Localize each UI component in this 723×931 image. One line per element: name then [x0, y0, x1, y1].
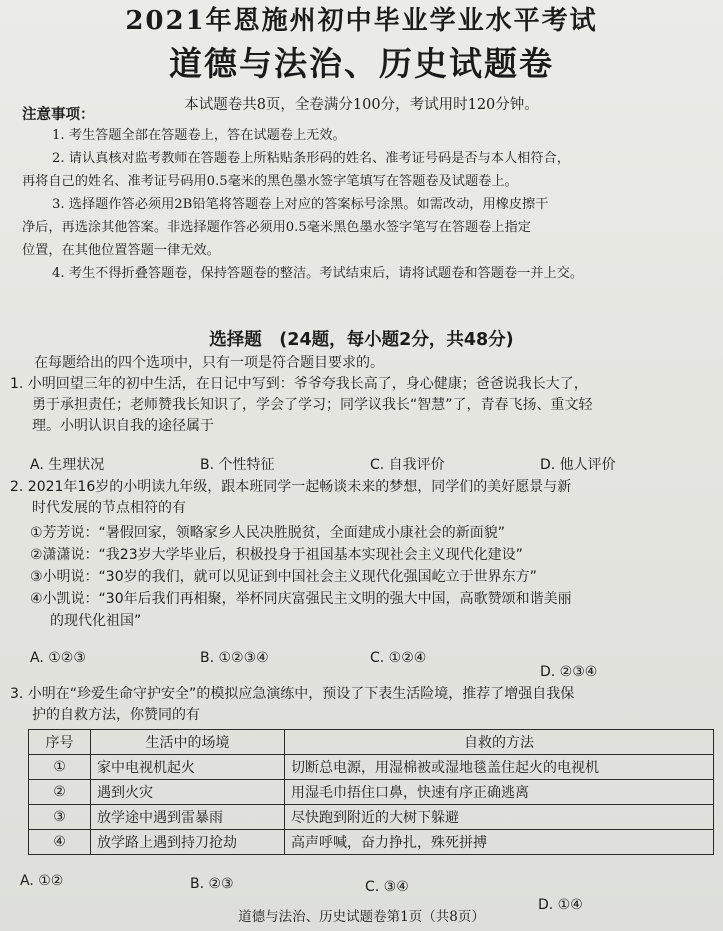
option-c[interactable]: C. 自我评价 [370, 457, 445, 473]
notice-line: 3. 选择题作答必须用2B铅笔将答题卷上对应的答案标号涂黑。如需改动，用橡皮擦干 [52, 197, 549, 212]
section-title: 选择题 (24题，每小题2分，共48分) [209, 330, 514, 350]
notice-line: 位置，在其他位置答题一律无效。 [22, 243, 220, 258]
question-2-options [30, 650, 710, 680]
notice-line: 4. 考生不得折叠答题卷，保持答题卷的整洁。考试结束后，请将试题卷和答题卷一并上交。 [52, 266, 584, 281]
option-c[interactable]: C. ①②④ [370, 650, 427, 666]
option-a[interactable]: A. 生理状况 [30, 457, 105, 473]
option-c[interactable]: C. ③④ [365, 879, 409, 895]
table-cell: 放学路上遇到持刀抢劫 [91, 830, 285, 855]
question-text: 3. 小明在“珍爱生命守护安全”的模拟应急演练中，预设了下表生活险境，推荐了增强自我保 [10, 686, 575, 702]
table-cell: ③ [29, 805, 91, 830]
scenario-table [28, 729, 714, 855]
table-cell: 切断总电源，用湿棉被或湿地毯盖住起火的电视机 [285, 755, 714, 780]
question-3 [10, 684, 715, 726]
statement: ④小凯说：“30年后我们再相聚，举杯同庆富强民主文明的强大中国，高歌赞颂和谐美丽 [30, 591, 572, 607]
question-text: 2. 2021年16岁的小明读九年级，跟本班同学一起畅谈未来的梦想，同学们的美好愿景与新 [10, 479, 572, 495]
option-b[interactable]: B. 个性特征 [200, 457, 275, 473]
table-row [29, 805, 714, 830]
exam-subtitle: 本试题卷共8页，全卷满分100分，考试用时120分钟。 [184, 97, 539, 113]
table-cell: 家中电视机起火 [91, 755, 285, 780]
page-footer: 道德与法治、历史试题卷第1页（共8页） [238, 909, 485, 925]
question-3-options [20, 873, 710, 913]
question-1-options [30, 454, 710, 474]
question-2-statements [30, 522, 720, 632]
table-cell: 高声呼喊，奋力挣扎，殊死拼搏 [285, 830, 714, 855]
option-d[interactable]: D. ②③④ [540, 664, 598, 680]
table-cell: 放学途中遇到雷暴雨 [91, 805, 285, 830]
notice-line: 1. 考生答题全部在答题卷上，答在试题卷上无效。 [52, 128, 346, 143]
notice-line: 净后，再选涂其他答案。非选择题作答必须用0.5毫米黑色墨水签字笔写在答题卷上指定 [22, 220, 531, 235]
table-header: 序号 [29, 730, 91, 755]
exam-subject-title: 道德与法治、历史试题卷 [169, 44, 554, 83]
option-a[interactable]: A. ①② [20, 873, 64, 889]
statement: ③小明说：“30岁的我们，就可以见证到中国社会主义现代化强国屹立于世界东方” [30, 569, 537, 585]
table-cell: 尽快跑到附近的大树下躲避 [285, 805, 714, 830]
table-header-row [29, 730, 714, 755]
table-cell: 遇到火灾 [91, 780, 285, 805]
notice-heading: 注意事项： [22, 107, 95, 123]
statement: 的现代化祖国” [50, 613, 142, 629]
table-row [29, 755, 714, 780]
table-cell: 用湿毛巾捂住口鼻，快速有序正确逃离 [285, 780, 714, 805]
table-cell: ④ [29, 830, 91, 855]
statement: ②潇潇说：“我23岁大学毕业后，积极投身于祖国基本实现社会主义现代化建设” [30, 547, 523, 563]
table-cell: ② [29, 780, 91, 805]
table-row [29, 830, 714, 855]
notice-line: 2. 请认真核对监考教师在答题卷上所粘贴条形码的姓名、准考证号码是否与本人相符合， [52, 151, 570, 166]
statement: ①芳芳说：“暑假回家，领略家乡人民决胜脱贫，全面建成小康社会的新面貌” [30, 525, 506, 541]
table-cell: ① [29, 755, 91, 780]
option-d[interactable]: D. ①④ [538, 897, 583, 913]
question-text: 时代发展的节点相符的有 [32, 500, 186, 516]
question-text: 护的自救方法，你赞同的有 [32, 707, 200, 723]
table-header: 自救的方法 [285, 730, 714, 755]
table-row [29, 780, 714, 805]
notice-block [22, 124, 714, 285]
question-1 [10, 374, 715, 437]
section-intro: 在每题给出的四个选项中，只有一项是符合题目要求的。 [34, 355, 384, 371]
exam-title: 2021年恩施州初中毕业学业水平考试 [125, 6, 598, 36]
question-text: 理。小明认识自我的途径属于 [32, 418, 214, 434]
question-2 [10, 477, 715, 519]
question-text: 勇于承担责任；老师赞我长知识了，学会了学习；同学议我长“智慧”了，青春飞扬、重文轻 [32, 397, 593, 413]
table-header: 生活中的场境 [91, 730, 285, 755]
question-text: 1. 小明回望三年的初中生活，在日记中写到：爷爷夸我长高了，身心健康；爸爸说我长大了， [10, 376, 588, 392]
option-d[interactable]: D. 他人评价 [540, 457, 616, 473]
option-a[interactable]: A. ①②③ [30, 650, 86, 666]
option-b[interactable]: B. ②③ [190, 876, 234, 892]
option-b[interactable]: B. ①②③④ [200, 650, 269, 666]
notice-line: 再将自己的姓名、准考证号码用0.5毫米的黑色墨水签字笔填写在答题卷及试题卷上。 [22, 174, 518, 189]
